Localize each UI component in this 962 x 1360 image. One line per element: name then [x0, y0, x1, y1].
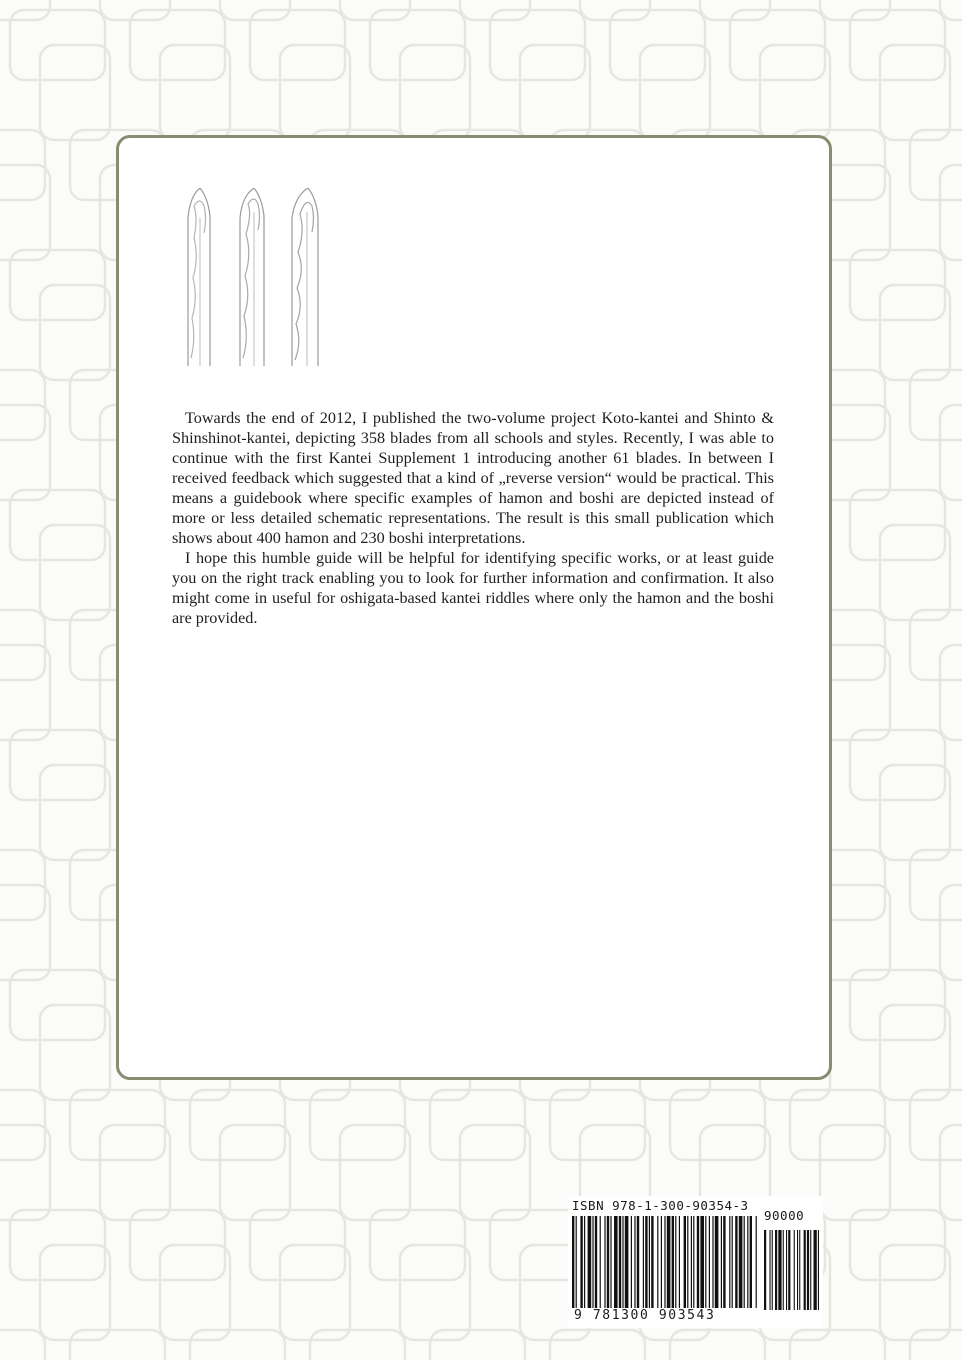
barcode-bars — [568, 1216, 823, 1312]
blade-sketch-1 — [188, 188, 210, 366]
blurb-paragraph-2: I hope this humble guide will be helpful for identifying specific works, or at least guide you on the right track enabling you to look for further information and confirmation. It also might come in useful for oshigata-based kantei riddles where only the hamon and the boshi are provided. — [172, 549, 774, 627]
blade-sketch-3 — [292, 188, 318, 366]
price-code: 90000 — [764, 1208, 805, 1223]
ean-digits: 9 781300 903543 — [574, 1308, 716, 1323]
isbn-barcode — [568, 1196, 823, 1328]
blurb-paragraph-1: Towards the end of 2012, I published the two-volume project Koto-kantei and Shinto & Shinshinot-kantei, depicting 358 blades from all schools and styles. Recently, I was able to continue with the first Kantei Supplement 1 introducing another 61 blades. In between I received feedback which suggested that a kind of „reverse version“ would be practical. This means a guidebook where specific examples of hamon and boshi are depicted instead of more or less detailed schematic representations. The result is this small publication which shows about 400 hamon and 230 boshi interpretations. — [172, 409, 774, 547]
blade-illustrations — [174, 188, 334, 368]
content-panel — [116, 135, 832, 1080]
isbn-label: ISBN 978-1-300-90354-3 — [572, 1198, 749, 1213]
blade-sketch-2 — [240, 188, 264, 366]
back-cover-blurb — [172, 408, 774, 628]
